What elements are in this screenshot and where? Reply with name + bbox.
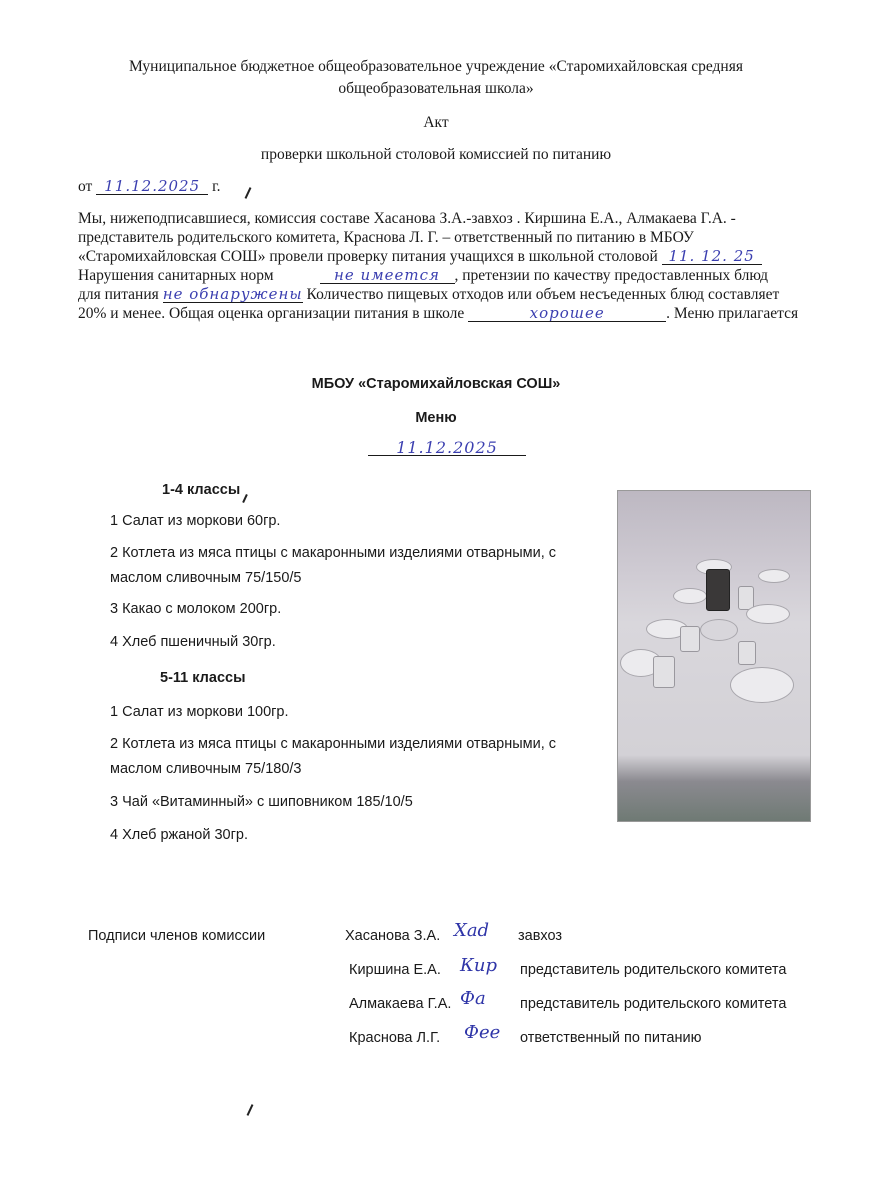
pen-mark (242, 494, 248, 503)
signature-kirshina: Кир (460, 955, 498, 976)
body-line-4-text: Нарушения санитарных норм (78, 267, 274, 284)
menu-school-name: МБОУ «Старомихайловская СОШ» (311, 376, 561, 392)
member-role: завхоз (518, 928, 563, 944)
signatures-label: Подписи членов комиссии (88, 928, 266, 944)
menu-item: 4 Хлеб ржаной 30гр. (110, 827, 248, 843)
member-role: представитель родительского комитета (520, 962, 787, 978)
menu-date-line (368, 440, 526, 458)
body-line-3 (78, 248, 762, 266)
group-label-5-11: 5-11 классы (160, 670, 246, 686)
member-name: Киршина Е.А. (349, 962, 441, 978)
body-line-2: представитель родительского комитета, Краснова Л. Г. – ответственный по питанию в МБОУ (78, 229, 694, 246)
body-line-3-text: «Старомихайловская СОШ» провели проверку питания учащихся в школьной столовой (78, 248, 658, 265)
menu-item: 2 Котлета из мяса птицы с макаронными изделиями отварными, с (110, 545, 557, 561)
member-role: представитель родительского комитета (520, 996, 787, 1012)
act-date-field[interactable]: 11.12.2025 (96, 179, 208, 195)
institution-line-2: общеобразовательная школа» (338, 80, 534, 97)
signature-almakaeva: Фа (460, 988, 486, 1009)
menu-item: 4 Хлеб пшеничный 30гр. (110, 634, 276, 650)
document-subtitle: проверки школьной столовой комиссией по питанию (260, 146, 612, 163)
menu-item: 3 Какао с молоком 200гр. (110, 601, 282, 617)
act-date-line (78, 178, 221, 196)
body-line-4 (78, 267, 768, 285)
member-name: Хасанова З.А. (345, 928, 441, 944)
overall-rating-field[interactable]: хорошее (468, 306, 666, 322)
menu-date-field[interactable]: 11.12.2025 (368, 440, 526, 456)
menu-item: 3 Чай «Витаминный» с шиповником 185/10/5 (110, 794, 413, 810)
quality-claims-field[interactable]: не обнаружены (162, 285, 303, 303)
dining-table-photo (617, 490, 811, 822)
body-line-5-text-b: Количество пищевых отходов или объем несъеденных блюд составляет (306, 286, 780, 303)
menu-item-continuation: маслом сливочным 75/150/5 (110, 570, 302, 586)
body-line-6-text-b: . Меню прилагается (666, 305, 799, 322)
date-prefix: от (78, 178, 93, 195)
inspection-date-field[interactable]: 11. 12. 25 (662, 249, 762, 265)
body-line-1: Мы, нижеподписавшиеся, комиссия составе Хасанова З.А.-завхоз . Киршина Е.А., Алмакаева Г.А. - (78, 210, 736, 227)
menu-item: 1 Салат из моркови 60гр. (110, 513, 281, 529)
sanitary-violations-field[interactable]: не имеется (320, 268, 455, 284)
signature-krasnova: Фее (464, 1022, 501, 1043)
institution-line-1: Муниципальное бюджетное общеобразовательное учреждение «Старомихайловская средняя (129, 58, 743, 75)
body-line-5-text: для питания (78, 286, 159, 303)
document-type: Акт (423, 114, 449, 131)
pen-mark (247, 1104, 254, 1116)
menu-title: Меню (415, 410, 457, 426)
member-name: Краснова Л.Г. (349, 1030, 441, 1046)
menu-item: 2 Котлета из мяса птицы с макаронными изделиями отварными, с (110, 736, 557, 752)
signature-khasanova: Xad (454, 920, 490, 941)
body-line-6 (78, 305, 798, 323)
date-suffix: г. (212, 178, 221, 195)
member-role: ответственный по питанию (520, 1030, 702, 1046)
pen-mark (245, 187, 252, 199)
body-line-5 (78, 286, 779, 304)
body-line-6-text: 20% и менее. Общая оценка организации питания в школе (78, 305, 465, 322)
group-label-1-4: 1-4 классы (162, 482, 241, 498)
menu-item-continuation: маслом сливочным 75/180/3 (110, 761, 302, 777)
menu-item: 1 Салат из моркови 100гр. (110, 704, 289, 720)
member-name: Алмакаева Г.А. (349, 996, 452, 1012)
body-line-4-text-b: , претензии по качеству предоставленных блюд (454, 267, 769, 284)
